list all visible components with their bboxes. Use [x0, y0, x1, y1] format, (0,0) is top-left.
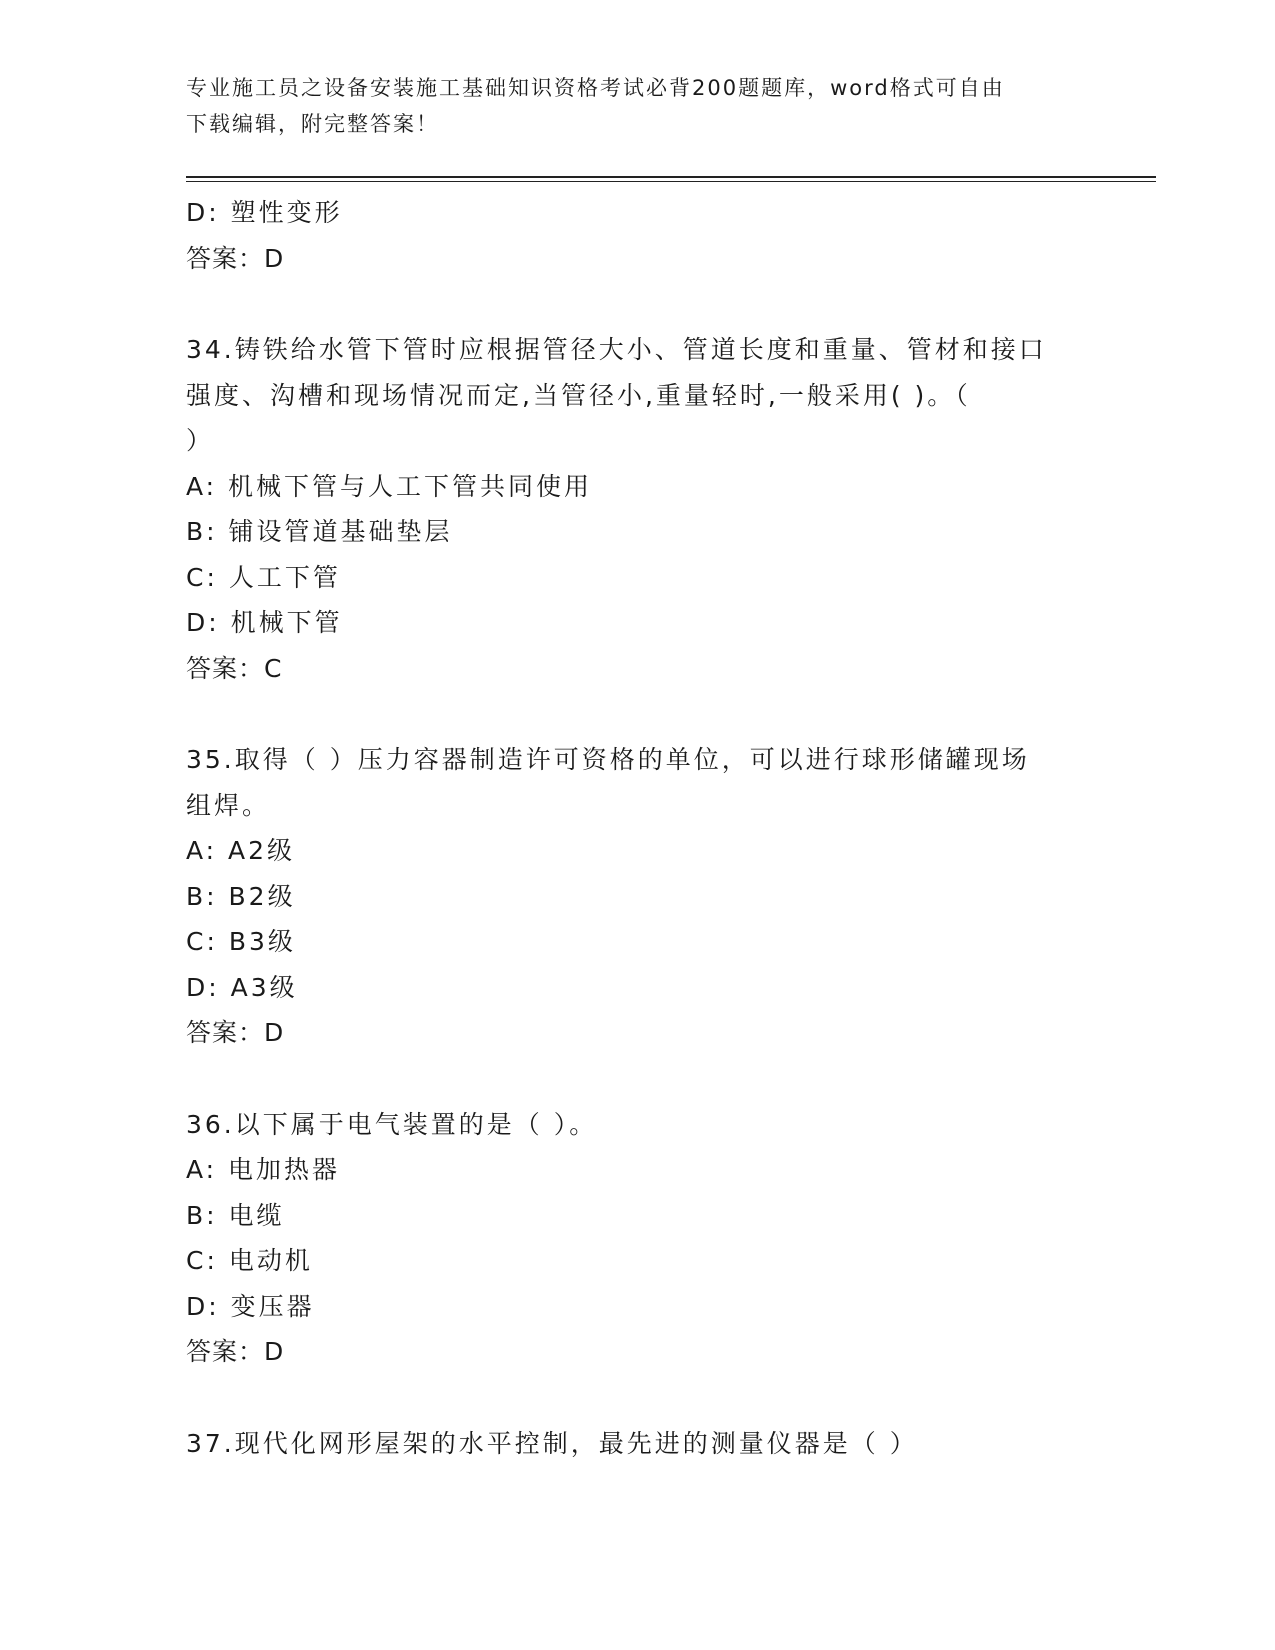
- spacer: [186, 281, 1086, 327]
- question-text-line-1: 35.取得（ ）压力容器制造许可资格的单位，可以进行球形储罐现场: [186, 745, 1030, 774]
- spacer: [186, 1056, 1086, 1102]
- answer-line: 答案：D: [186, 243, 285, 273]
- option-d: D: 机械下管: [186, 608, 343, 637]
- header-line-2: 下载编辑，附完整答案！: [186, 112, 439, 136]
- question-list: [186, 190, 1086, 1466]
- previous-question-tail: [186, 190, 1086, 281]
- option-d: D: A3级: [186, 972, 298, 1002]
- question-text-line-1: 36.以下属于电气装置的是（ ）。: [186, 1109, 598, 1139]
- answer-line: 答案：D: [186, 1337, 285, 1366]
- option-c: C: 电动机: [186, 1246, 313, 1275]
- option-a: A: 机械下管与人工下管共同使用: [186, 471, 593, 501]
- answer-line: 答案：C: [186, 653, 283, 683]
- option-b: B: B2级: [186, 881, 296, 911]
- question-35: [186, 737, 1086, 1056]
- question-text-line-1: 34.铸铁给水管下管时应根据管径大小、管道长度和重量、管材和接口: [186, 335, 1047, 364]
- option-a: A: 电加热器: [186, 1155, 341, 1184]
- option-c: C: B3级: [186, 927, 296, 956]
- question-text-line-1: 37.现代化网形屋架的水平控制，最先进的测量仪器是（ ）: [186, 1428, 918, 1458]
- question-text-line-2: 强度、沟槽和现场情况而定,当管径小,重量轻时,一般采用( )。（: [186, 380, 971, 410]
- spacer: [186, 691, 1086, 737]
- question-36: [186, 1102, 1086, 1375]
- option-d: D: 变压器: [186, 1291, 315, 1321]
- question-text-line-2: 组焊。: [186, 790, 271, 820]
- header-divider-thick: [186, 176, 1156, 178]
- document-header: [186, 70, 1066, 142]
- spacer: [186, 1375, 1086, 1421]
- answer-line: 答案：D: [186, 1018, 285, 1047]
- header-line-1: 专业施工员之设备安装施工基础知识资格考试必背200题题库，word格式可自由: [186, 76, 1005, 100]
- option-b: B: 铺设管道基础垫层: [186, 517, 453, 546]
- option-c: C: 人工下管: [186, 562, 341, 592]
- option-a: A: A2级: [186, 836, 296, 865]
- option-b: B: 电缆: [186, 1200, 285, 1230]
- header-divider-thin: [186, 181, 1156, 182]
- question-text-line-3: ）: [186, 426, 215, 455]
- option-d: D: 塑性变形: [186, 198, 343, 227]
- question-34: [186, 327, 1086, 691]
- question-37: [186, 1421, 1086, 1467]
